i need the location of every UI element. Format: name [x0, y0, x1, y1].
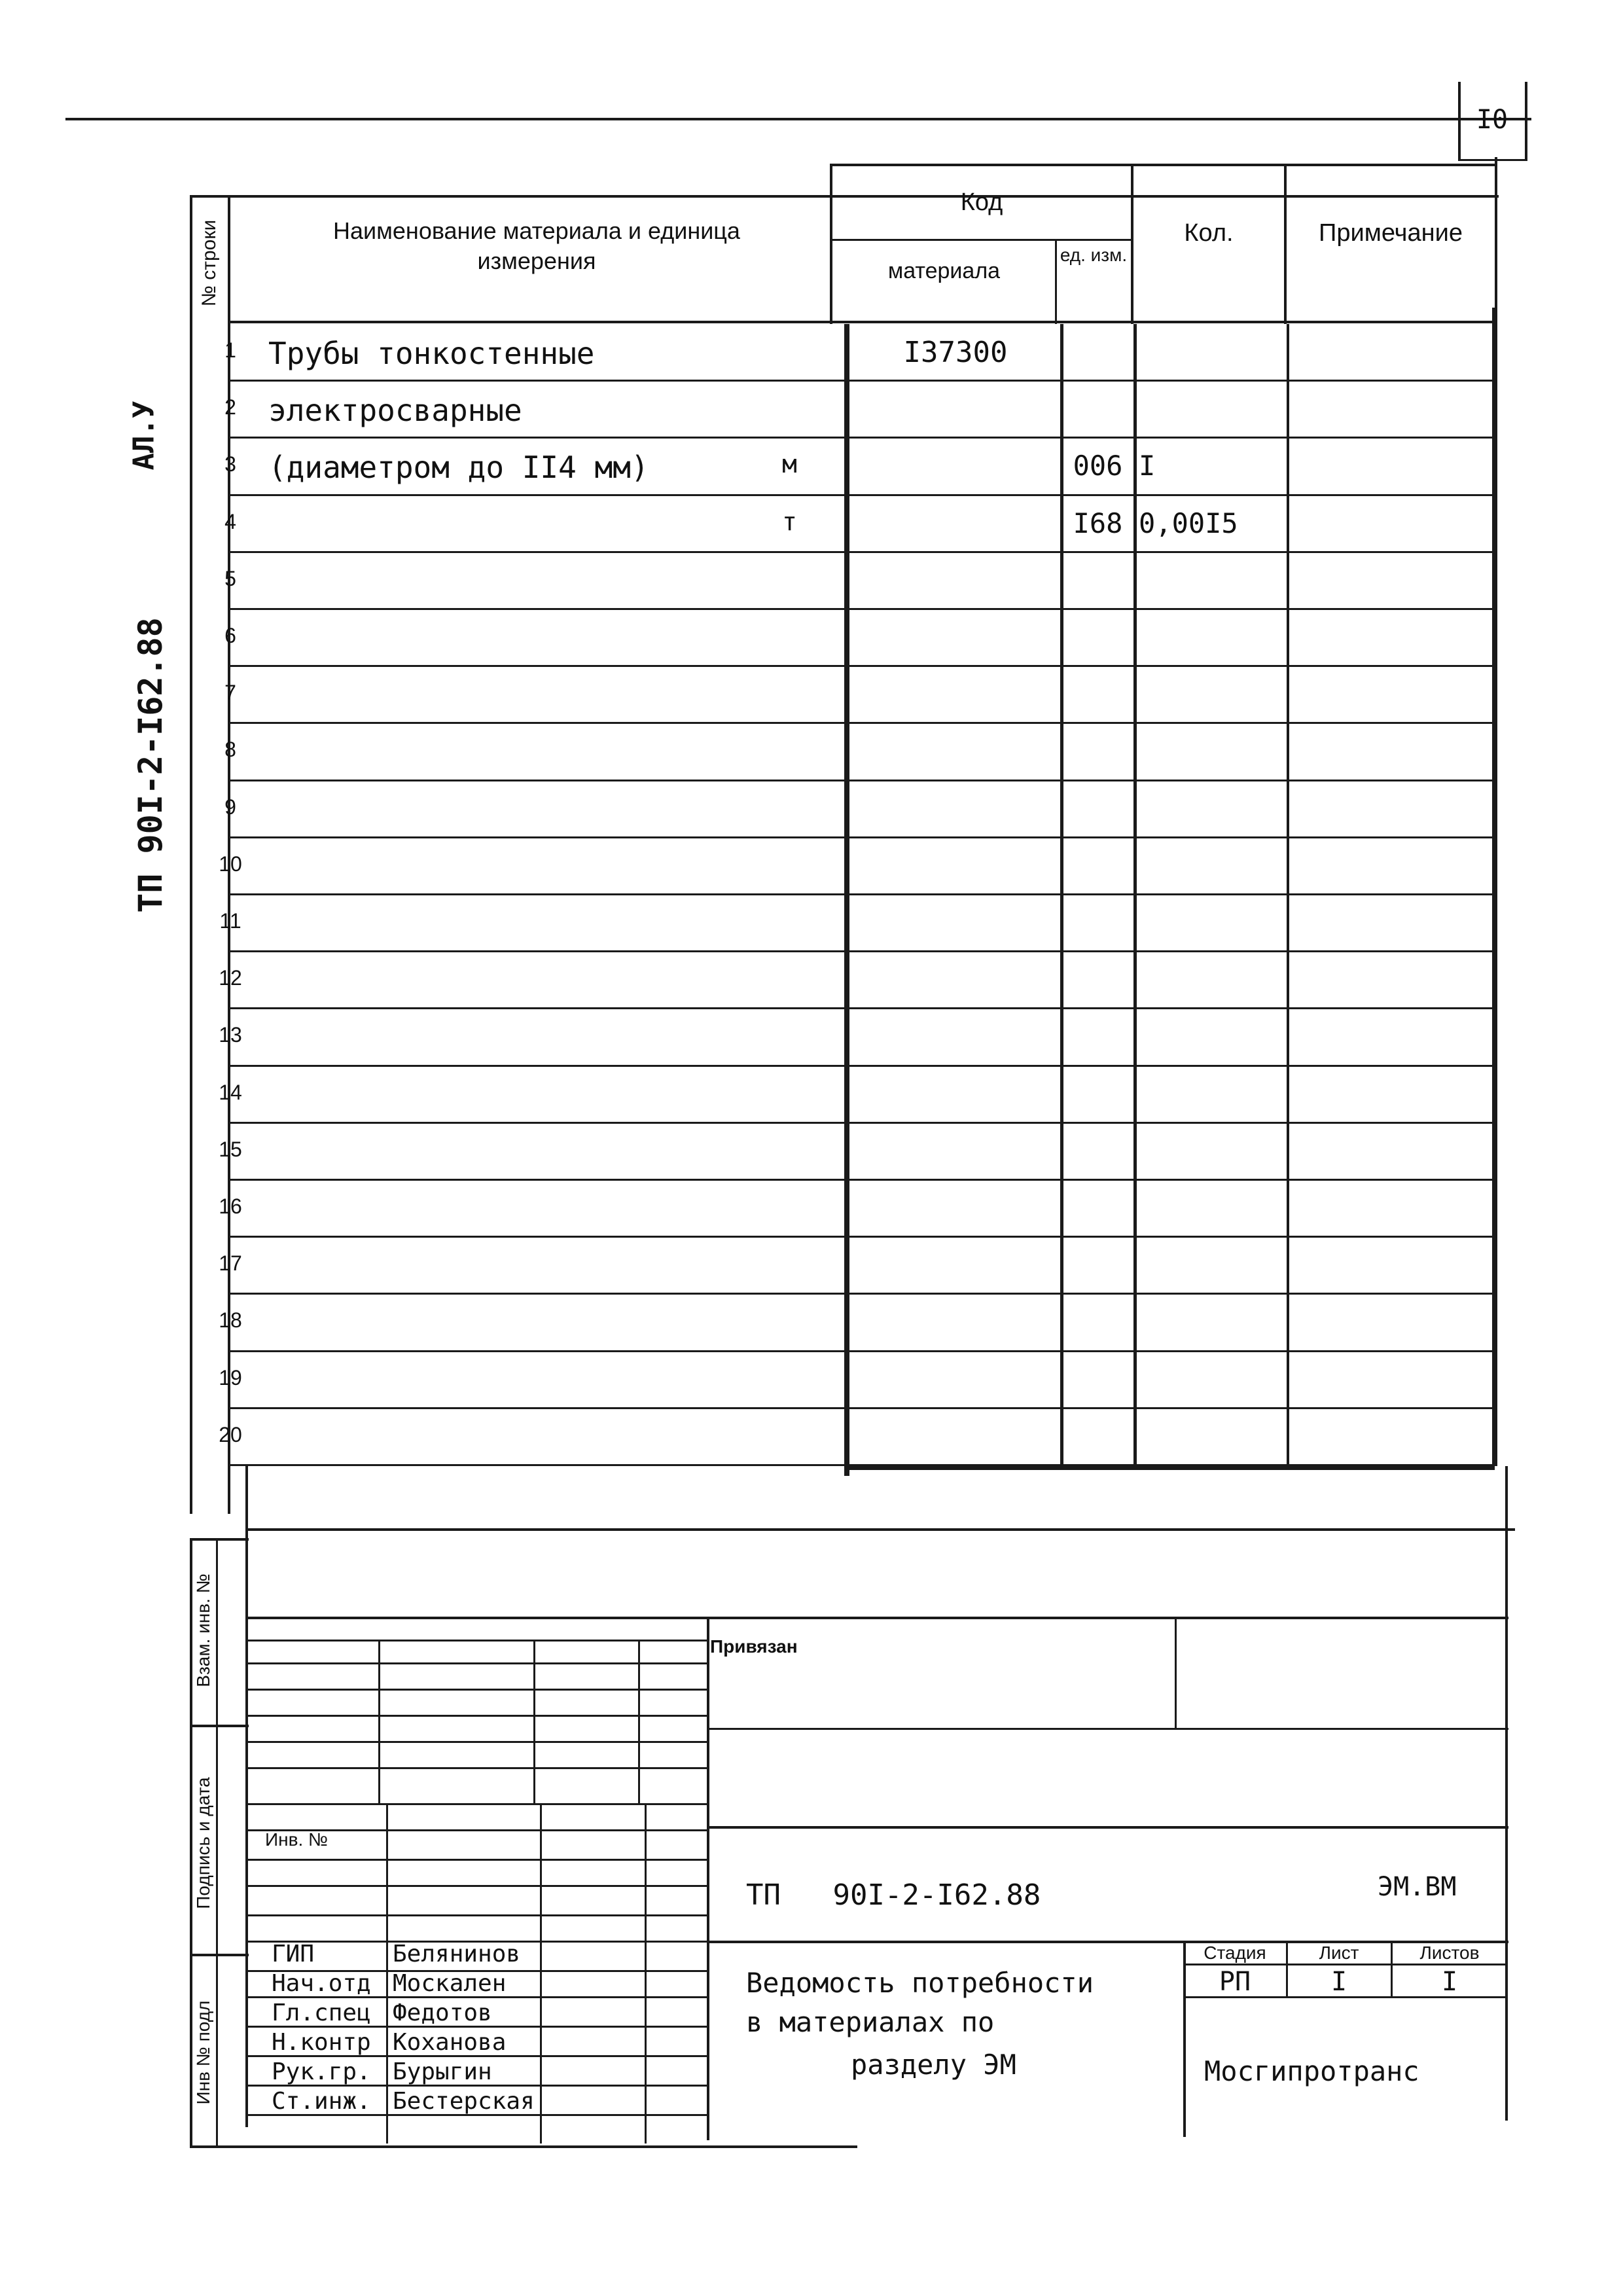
side-strip-inner	[216, 1538, 218, 2147]
material-code: I37300	[903, 336, 1008, 369]
row-number: 15	[219, 1137, 242, 1161]
grid-col1b	[386, 1803, 388, 2144]
quantity: 0,00I5	[1139, 507, 1238, 539]
row-number: 1	[224, 338, 236, 362]
stadiya-label: Стадия	[1204, 1943, 1266, 1963]
kol-header: Кол.	[1184, 219, 1234, 247]
signatory-name: Белянинов	[393, 1941, 521, 1967]
signatory-role: Рук.гр.	[272, 2058, 371, 2085]
row-line	[229, 1007, 1495, 1009]
body-code-left	[844, 324, 849, 1476]
row-line	[229, 380, 1495, 382]
row-line	[229, 950, 1495, 952]
side-strip-bottom	[190, 2145, 857, 2148]
material-name: Трубы тонкостенные	[268, 336, 595, 371]
row-line	[229, 1179, 1495, 1181]
list-label: Лист	[1319, 1943, 1359, 1963]
name-column-header: Наименование материала и единица измерения	[333, 217, 740, 274]
row-number: 11	[219, 909, 241, 933]
signatory-role: Н.контр	[272, 2029, 371, 2056]
row-line	[229, 893, 1495, 895]
material-name: (диаметром до II4 мм)	[268, 450, 649, 486]
material-header: материала	[887, 259, 1001, 283]
organization: Мосгипротранс	[1204, 2055, 1419, 2087]
row-line	[229, 1293, 1495, 1295]
grid-col3b	[645, 1803, 647, 2144]
row-line	[229, 608, 1495, 610]
material-name: электросварные	[268, 393, 522, 429]
note-header: Примечание	[1319, 219, 1463, 247]
page-number: I0	[1476, 105, 1508, 135]
signatory-role: Гл.спец	[272, 2000, 371, 2026]
row-line	[229, 1407, 1495, 1409]
grid-row-line	[245, 1662, 707, 1664]
project-code-vertical: ТП 90I-2-I62.88	[132, 617, 169, 913]
signatory-name: Федотов	[393, 2000, 492, 2026]
quantity: I	[1139, 450, 1156, 482]
signatory-role: ГИП	[272, 1941, 315, 1967]
body-bottom	[847, 1465, 1495, 1470]
row-number: 10	[219, 852, 242, 876]
signatory-role: Ст.инж.	[272, 2088, 371, 2115]
row-line	[229, 1236, 1495, 1238]
lower-sep-line	[245, 1528, 1515, 1531]
grid-row-line	[245, 1914, 707, 1916]
row-line	[229, 1350, 1495, 1352]
grid-row-line	[245, 1741, 707, 1743]
grid-row-line	[245, 1715, 707, 1717]
unit-code: I68	[1073, 507, 1123, 539]
body-ed-left	[1060, 324, 1063, 1469]
row-line	[229, 1122, 1495, 1124]
grid-row-line	[245, 1859, 707, 1861]
grid-col2b	[540, 1803, 542, 2144]
side-strip-outer	[190, 1538, 192, 2147]
grid-row-line	[245, 1640, 707, 1641]
list-value: I	[1330, 1967, 1347, 1997]
unit-label: т	[782, 507, 797, 536]
header-bottom	[229, 321, 1495, 323]
row-number: 20	[219, 1422, 242, 1446]
row-number: 12	[219, 966, 242, 990]
row-line	[229, 437, 1495, 439]
row-number: 18	[219, 1308, 242, 1333]
body-kol-left	[1133, 324, 1137, 1469]
ed-izm-header: ед. изм.	[1060, 245, 1128, 265]
row-number: 17	[219, 1251, 242, 1276]
stamp-mid-div	[707, 1617, 709, 2140]
top-border-line	[65, 118, 1531, 120]
grid-row-line	[245, 1803, 707, 1805]
col-div-name	[830, 164, 832, 324]
doc-mark: ЭМ.ВМ	[1378, 1872, 1457, 1902]
doc-code: ТП 90I-2-I62.88	[746, 1878, 1041, 1912]
listov-value: I	[1441, 1967, 1458, 1997]
header-top-right	[830, 164, 1497, 166]
stamp-line-b	[707, 1826, 1508, 1829]
listov-label: Листов	[1419, 1943, 1480, 1963]
album-label: АЛ.У	[127, 401, 161, 471]
grid-row-line	[245, 1767, 707, 1769]
page-box-right	[1525, 82, 1527, 160]
left-frame-line	[245, 1466, 248, 2127]
inv-vzam-label: Взам. инв. №	[193, 1573, 213, 1687]
row-line	[229, 551, 1495, 553]
row-number: 9	[224, 795, 236, 819]
lower-right-border	[1505, 1466, 1508, 2121]
inv-no-label: Инв. №	[265, 1829, 329, 1850]
stamp-line-a	[707, 1728, 1508, 1730]
kod-sub-line	[831, 239, 1132, 241]
stamp-stage-sub	[1183, 1964, 1507, 1965]
row-number: 7	[224, 681, 236, 705]
signatory-role: Нач.отд	[272, 1970, 371, 1997]
signatory-name: Бестерская	[393, 2088, 535, 2115]
signature-date-label: Подпись и дата	[193, 1777, 213, 1909]
title-line-2: в материалах по	[746, 2006, 995, 2038]
row-number: 2	[224, 395, 236, 420]
body-note-left	[1287, 324, 1289, 1469]
unit-code: 006	[1073, 450, 1123, 482]
stadiya-value: РП	[1219, 1967, 1251, 1997]
unit-label: м	[782, 450, 797, 479]
stamp-privyazan-right	[1175, 1617, 1177, 1728]
body-right	[1492, 308, 1497, 1466]
row-number: 3	[224, 452, 236, 476]
grid-row-line	[245, 1689, 707, 1691]
table-left-strip	[190, 195, 192, 1514]
grid-row-line	[245, 1885, 707, 1887]
row-number: 4	[224, 509, 236, 533]
row-line	[229, 1065, 1495, 1067]
row-line	[229, 836, 1495, 838]
kod-header: Код	[960, 188, 1003, 216]
signatory-name: Москален	[393, 1970, 507, 1997]
row-line	[229, 494, 1495, 496]
row-number: 14	[219, 1080, 242, 1104]
page-box-bottom	[1458, 159, 1527, 161]
row-number: 8	[224, 738, 236, 762]
signatory-name: Бурыгин	[393, 2058, 492, 2085]
row-line	[229, 665, 1495, 667]
row-line	[229, 780, 1495, 781]
inv-podl-label: Инв № подл	[193, 2000, 213, 2105]
line-number-header: № строки	[198, 219, 220, 307]
row-line	[229, 722, 1495, 724]
title-line-3: разделу ЭМ	[851, 2049, 1016, 2081]
stamp-top	[245, 1617, 1508, 1619]
row-number: 19	[219, 1365, 242, 1390]
row-number: 13	[219, 1023, 242, 1047]
title-line-1: Ведомость потребности	[746, 1967, 1094, 1999]
row-number: 6	[224, 624, 236, 647]
signatory-name: Коханова	[393, 2029, 507, 2056]
row-number: 16	[219, 1194, 242, 1218]
row-number: 5	[224, 566, 236, 590]
privyazan-label: Привязан	[710, 1636, 798, 1657]
